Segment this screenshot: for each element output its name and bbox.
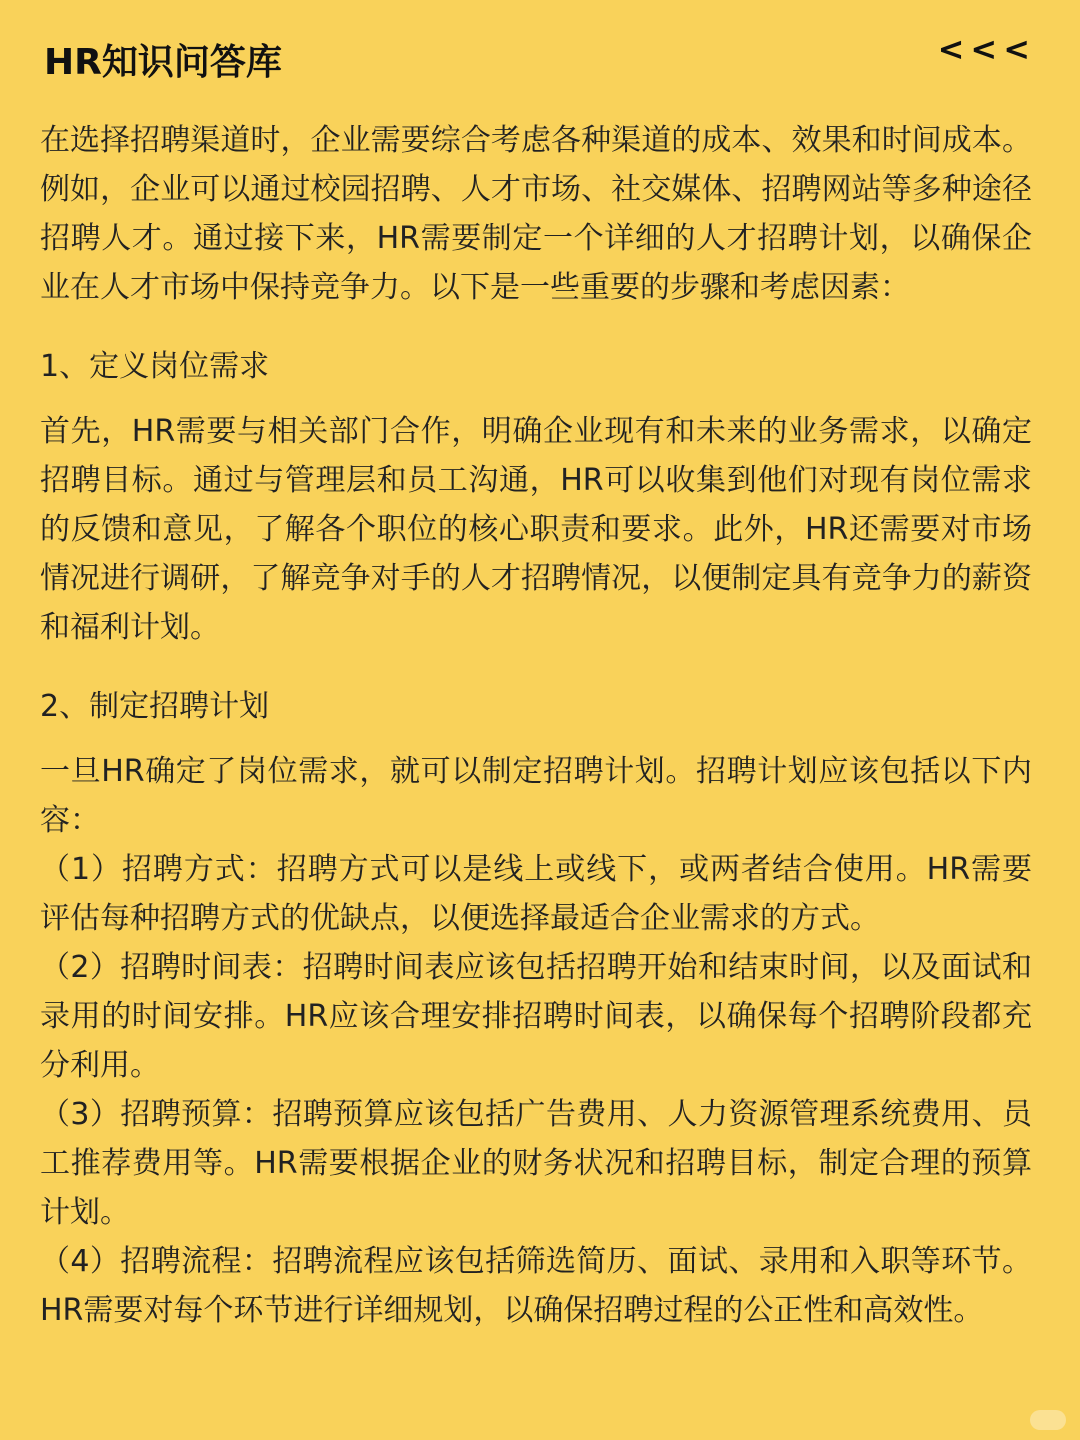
article-body <box>40 116 1032 1335</box>
page-header <box>44 30 1036 86</box>
watermark-badge <box>1030 1410 1066 1430</box>
list-item: （3）招聘预算：招聘预算应该包括广告费用、人力资源管理系统费用、员工推荐费用等。HR需要根据企业的财务状况和招聘目标，制定合理的预算计划。 <box>40 1097 1032 1230</box>
page-title: HR知识问答库 <box>44 42 282 83</box>
section-heading-1: 1、定义岗位需求 <box>40 349 270 384</box>
back-chevrons-icon[interactable]: <<< <box>937 30 1036 68</box>
section-heading-2: 2、制定招聘计划 <box>40 689 270 724</box>
intro-paragraph: 在选择招聘渠道时，企业需要综合考虑各种渠道的成本、效果和时间成本。例如，企业可以通过校园招聘、人才市场、社交媒体、招聘网站等多种途径招聘人才。通过接下来，HR需要制定一个详细的人才招聘计划，以确保企业在人才市场中保持竞争力。以下是一些重要的步骤和考虑因素： <box>40 123 1032 305</box>
section-2-body: 一旦HR确定了岗位需求，就可以制定招聘计划。招聘计划应该包括以下内容： <box>40 754 1032 838</box>
list-item: （4）招聘流程：招聘流程应该包括筛选简历、面试、录用和入职等环节。HR需要对每个环节进行详细规划，以确保招聘过程的公正性和高效性。 <box>40 1244 1032 1328</box>
section-1-body: 首先，HR需要与相关部门合作，明确企业现有和未来的业务需求，以确定招聘目标。通过与管理层和员工沟通，HR可以收集到他们对现有岗位需求的反馈和意见，了解各个职位的核心职责和要求。此外，HR还需要对市场情况进行调研，了解竞争对手的人才招聘情况，以便制定具有竞争力的薪资和福利计划。 <box>40 414 1032 645</box>
list-item: （1）招聘方式：招聘方式可以是线上或线下，或两者结合使用。HR需要评估每种招聘方式的优缺点，以便选择最适合企业需求的方式。 <box>40 852 1032 936</box>
list-item: （2）招聘时间表：招聘时间表应该包括招聘开始和结束时间，以及面试和录用的时间安排。HR应该合理安排招聘时间表，以确保每个招聘阶段都充分利用。 <box>40 950 1032 1083</box>
